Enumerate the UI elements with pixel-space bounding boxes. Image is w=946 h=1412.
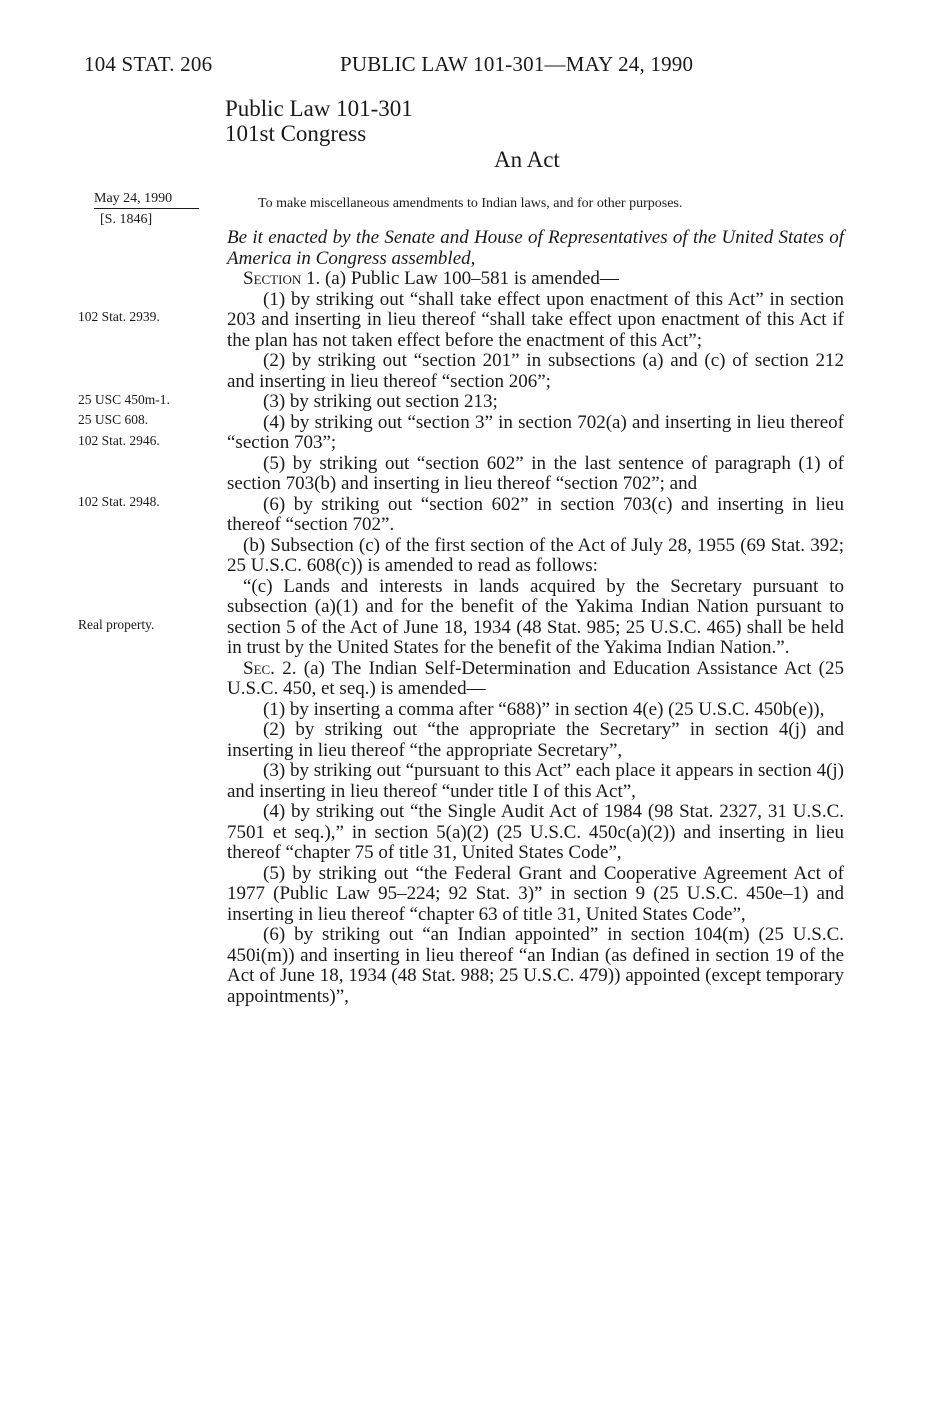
margin-bill-number: [S. 1846] [100,212,153,227]
congress: 101st Congress [225,121,367,146]
section-label: Sec. [243,657,275,679]
purpose-clause: To make miscellaneous amendments to Indian laws, and for other purposes. [258,196,683,211]
margin-note: Real property. [78,617,155,632]
list-item: (2) by striking out “section 201” in subsections (a) and (c) of section 212 and inserting in lieu thereof “section 206”; [227,350,844,392]
section-label: Section [243,268,302,289]
section-1-text: 1. (a) Public Law 100–581 is amended— [301,268,619,289]
stat-page-number: 104 STAT. 206 [84,52,213,76]
section-2-heading [227,659,844,700]
margin-note: 25 USC 450m-1. [78,392,170,407]
margin-date: May 24, 1990 [94,191,199,209]
list-item: (3) by striking out section 213; [263,391,498,412]
body-text [227,228,844,1007]
margin-note: 102 Stat. 2939. [78,309,160,324]
margin-note: 102 Stat. 2946. [78,433,160,448]
margin-note: 102 Stat. 2948. [78,494,160,509]
section-2-text: 2. (a) The Indian Self-Determination and Education Assistance Act (25 U.S.C. 450, et seq.) is amended— [227,657,844,699]
list-item: (3) by striking out “pursuant to this Act” each place it appears in section 4(j) and inserting in lieu thereof “under title I of this Act”, [227,760,844,802]
margin-note: 25 USC 608. [78,412,149,427]
list-item: (5) by striking out “the Federal Grant and Cooperative Agreement Act of 1977 (Public Law 95–224; 92 Stat. 3)” in section 9 (25 U.S.C. 450e–1) and inserting in lieu thereof “chapter 63 of title 31, United States Code”, [227,862,844,925]
enacting-clause: Be it enacted by the Senate and House of Representatives of the United States of America in Congress assembled, [227,227,844,269]
section-1-heading [227,269,844,290]
list-item: (6) by striking out “section 602” in section 703(c) and inserting in lieu thereof “section 702”. [227,493,844,535]
list-item: (1) by inserting a comma after “688)” in section 4(e) (25 U.S.C. 450b(e)), [263,698,825,720]
list-item: (6) by striking out “an Indian appointed” in section 104(m) (25 U.S.C. 450i(m)) and inserting in lieu thereof “an Indian (as defined in section 19 of the Act of June 18, 1934 (48 Stat. 988; 25 U.S.C. 479)) appointed (except temporary appointments)”, [227,924,844,1007]
act-heading: An Act [494,147,560,172]
list-item: (4) by striking out “section 3” in section 702(a) and inserting in lieu thereof “section 703”; [227,411,844,453]
running-title: PUBLIC LAW 101-301—MAY 24, 1990 [340,52,694,76]
title-block [225,96,413,146]
law-number: Public Law 101-301 [225,96,413,121]
list-item: (1) by striking out “shall take effect upon enactment of this Act” in section 203 and inserting in lieu thereof “shall take effect upon enactment of this Act if the plan has not taken effect before the enactment of this Act”; [227,288,844,351]
list-item: (2) by striking out “the appropriate the Secretary” in section 4(j) and inserting in lieu thereof “the appropriate Secretary”, [227,719,844,761]
list-item: (5) by striking out “section 602” in the last sentence of paragraph (1) of section 703(b) and inserting in lieu thereof “section 702”; and [227,452,844,494]
list-item: (4) by striking out “the Single Audit Act of 1984 (98 Stat. 2327, 31 U.S.C. 7501 et seq.),” in section 5(a)(2) (25 U.S.C. 450c(a)(2)) and inserting in lieu thereof “chapter 75 of title 31, United States Code”, [227,801,844,863]
quoted-subsection-c: “(c) Lands and interests in lands acquired by the Secretary pursuant to subsection (a)(1) and for the benefit of the Yakima Indian Nation pursuant to section 5 of the Act of June 18, 1934 (48 Stat. 985; 25 U.S.C. 465) shall be held in trust by the United States for the benefit of the Yakima Indian Nation.”. [227,575,844,658]
subsection-b: (b) Subsection (c) of the first section of the Act of July 28, 1955 (69 Stat. 392; 25 U.S.C. 608(c)) is amended to read as follows: [227,534,844,576]
